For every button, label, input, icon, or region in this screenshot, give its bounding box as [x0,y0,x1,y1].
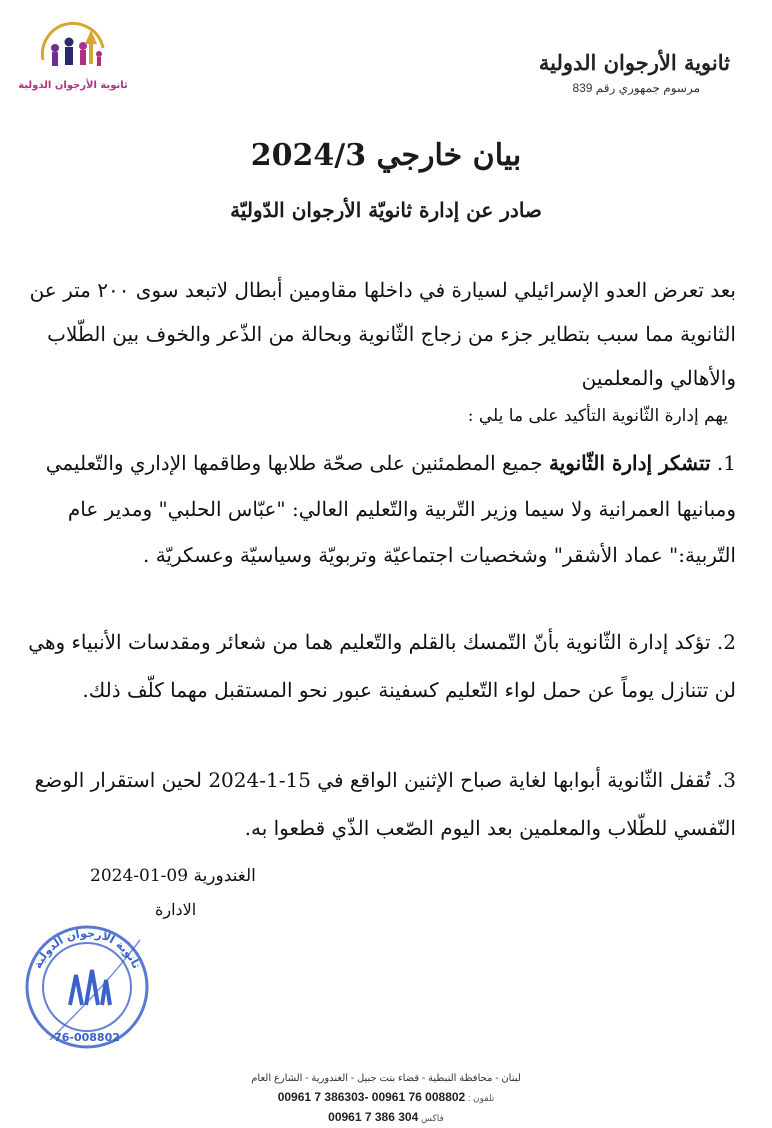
administration-signature: الادارة [155,900,197,919]
logo-emblem-icon [33,20,113,78]
footer-fax-label: فاكس [421,1113,444,1123]
stamp-number: 76-008802 [54,1031,120,1044]
footer-phones: 00961 7 386303- 00961 76 008802 [277,1090,466,1104]
decree-number: مرسوم جمهوري رقم 839 [572,81,700,95]
school-name: ثانوية الأرجوان الدولية [538,50,730,75]
letterhead [539,50,730,95]
point-3: 3. تُقفل الثّانوية أبوابها لغاية صباح الإثنين الواقع في 15-1-2024 لحين استقرار الوضع النّفسي للطّلاب والمعلمين بعد اليوم الصّعب الذّي قطعوا به. [34,768,736,840]
intro-paragraph: بعد تعرض العدو الإسرائيلي لسيارة في داخلها مقاومين أبطال لاتبعد سوى ٢٠٠ متر عن الثانوية مما سبب بتطاير جزء من زجاج الثّانوية وبحالة من الذّعر والخوف بين الطّلاب والأهالي والمعلمين [29,278,736,390]
point-1-number: 1. [716,451,736,475]
footer-address: لبنان - محافظة النبطية - قضاء بنت جبيل - الغندورية - الشارع العام [251,1073,521,1084]
statement-subtitle: صادر عن إدارة ثانويّة الأرجوان الدّوليّة [230,198,542,222]
stamp-name: ثانوية الأرجوان الدولية [31,926,143,971]
preface-line: يهم إدارة الثّانوية التأكيد على ما يلي : [467,406,728,426]
footer-fax-line [0,1108,772,1128]
place-date: الغندورية 09-01-2024 [90,866,256,886]
point-1-text: جميع المطمئنين على صحّة طلابها وطاقمها الإداري والتّعليمي ومبانيها العمرانية ولا سيما وزير التّربية والتّعليم العالي: "عبّاس الحلبي" ومدير عام التّربية:" عماد الأشقر" وشخصيات اجتماعيّة وتربويّة وسياسيّة وعسكريّة . [45,451,736,567]
school-logo [18,20,128,91]
point-1-bold: تتشكر إدارة الثّانوية [548,451,711,475]
point-1 [28,440,736,578]
footer-fax: 00961 7 386 304 [328,1110,419,1124]
footer-phone-label: تلفون : [468,1093,495,1103]
page-footer [0,1070,772,1128]
logo-caption: ثانوية الأرجوان الدولية [18,80,128,91]
school-stamp [20,920,155,1055]
point-2: 2. تؤكد إدارة الثّانوية بأنّ التّمسك بالقلم والتّعليم هما من شعائر ومقدسات الأنبياء وهي لن تتنازل يوماً عن حمل لواء التّعليم كسفينة عبور نحو المستقبل مهما كلّف ذلك. [28,630,736,702]
statement-title: بيان خارجي 2024/3 [250,138,522,173]
footer-phones-line [0,1088,772,1108]
